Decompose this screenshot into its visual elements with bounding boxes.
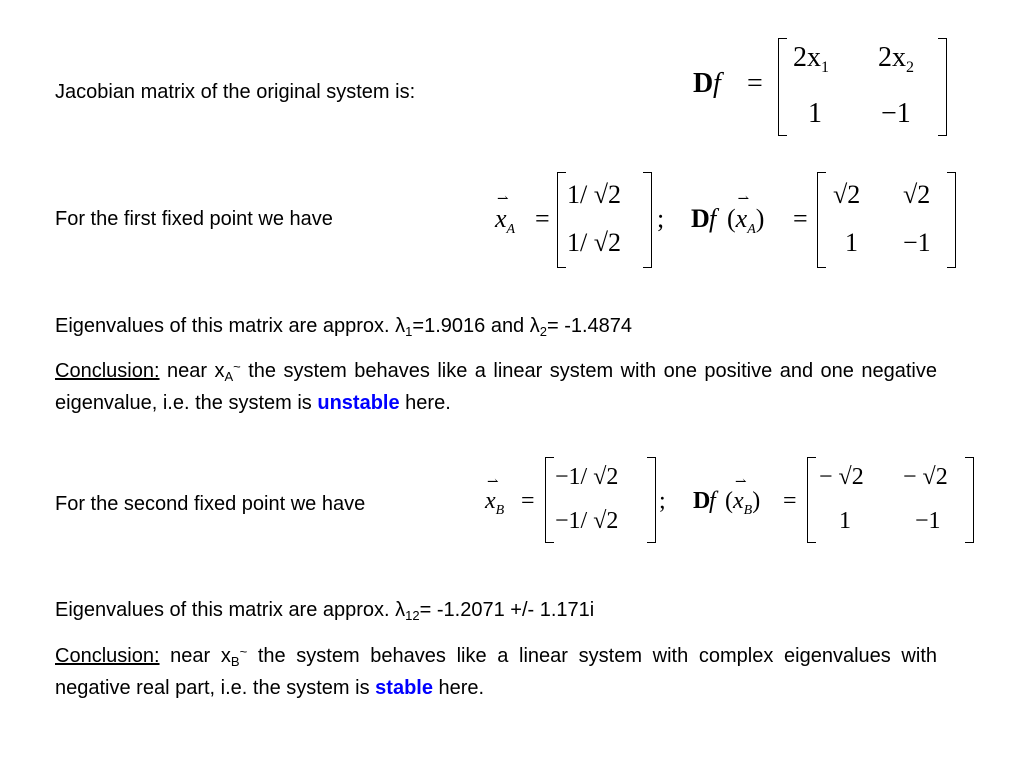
jac-a-right-bracket: [947, 172, 956, 268]
semicolon-a: ;: [657, 204, 665, 233]
unstable-keyword: unstable: [317, 392, 400, 414]
equals-b: =: [521, 488, 535, 514]
vector-b-right-bracket: [647, 457, 656, 543]
vector-b-entry-2: −1/ √2: [555, 508, 619, 534]
jac-b-cell-1-2: − √2: [903, 464, 948, 490]
semicolon-b: ;: [659, 488, 666, 514]
matrix-right-bracket: [938, 38, 947, 136]
df-a-d: D: [691, 204, 710, 233]
jac-b-cell-1-1: − √2: [819, 464, 864, 490]
eigenvalues-b: Eigenvalues of this matrix are approx. $\lambda_{12}= -1.2071$ +/- 1.171i: [55, 599, 595, 623]
vector-a-left-bracket: [557, 172, 566, 268]
vector-a-entry-1: 1/ √2: [567, 180, 621, 209]
conclusion-b: Conclusion: near $x_B^\sim$ the system behaves like a linear system with complex eigenvalues with negative real part, i.e. the system is stable here.: [55, 644, 937, 699]
jac-a-cell-1-1: √2: [833, 180, 861, 209]
matrix-cell-1-2: $2x_2$: [878, 42, 914, 76]
jacobian-formula: [693, 36, 953, 142]
stable-keyword: stable: [375, 677, 433, 699]
jac-a-left-bracket: [817, 172, 826, 268]
jac-b-cell-2-2: −1: [915, 508, 941, 534]
df-a-arg: ( ⇀ $x_A$): [727, 192, 765, 237]
df-b-arg: ( ⇀ $x_B$): [725, 475, 761, 518]
df-b-f: f: [709, 488, 716, 514]
eigenvalues-a: Eigenvalues of this matrix are approx. $\lambda_1=1.9016$ and $\lambda_2= -1.4874$: [55, 315, 633, 339]
df-b-equals: =: [783, 488, 797, 514]
point-b-symbol: ⇀ $x_B$: [485, 475, 505, 518]
formula-d: D: [693, 68, 714, 99]
matrix-cell-2-1: 1: [808, 98, 822, 129]
first-fixed-point-label: For the first fixed point we have: [55, 208, 333, 230]
jacobian-label: Jacobian matrix of the original system is:: [55, 81, 416, 103]
jac-b-right-bracket: [965, 457, 974, 543]
formula-equals: =: [747, 68, 763, 99]
matrix-left-bracket: [778, 38, 787, 136]
df-b-d: D: [693, 488, 711, 514]
df-a-f: f: [709, 204, 717, 233]
matrix-cell-1-1: $2x_1$: [793, 42, 829, 76]
second-fixed-point-label: For the second fixed point we have: [55, 493, 366, 515]
formula-f: f: [713, 68, 721, 99]
matrix-cell-2-2: −1: [881, 98, 911, 129]
point-a-symbol: ⇀ $x_A$: [495, 192, 516, 237]
conclusion-a: Conclusion: near $x_A^\sim$ the system behaves like a linear system with one positive and one negative eigenvalue, i.e. the system is unstable here.: [55, 359, 937, 414]
vector-b-entry-1: −1/ √2: [555, 464, 619, 490]
df-a-equals: =: [793, 204, 808, 233]
vector-a-entry-2: 1/ √2: [567, 228, 621, 257]
vector-a-right-bracket: [643, 172, 652, 268]
first-fixed-point-formula: [495, 170, 965, 270]
jac-b-cell-2-1: 1: [839, 508, 851, 534]
vector-b-left-bracket: [545, 457, 554, 543]
jac-a-cell-2-2: −1: [903, 228, 931, 257]
equals-a: =: [535, 204, 550, 233]
second-fixed-point-formula: [485, 455, 980, 547]
jac-a-cell-2-1: 1: [845, 228, 858, 257]
jac-b-left-bracket: [807, 457, 816, 543]
jac-a-cell-1-2: √2: [903, 180, 931, 209]
